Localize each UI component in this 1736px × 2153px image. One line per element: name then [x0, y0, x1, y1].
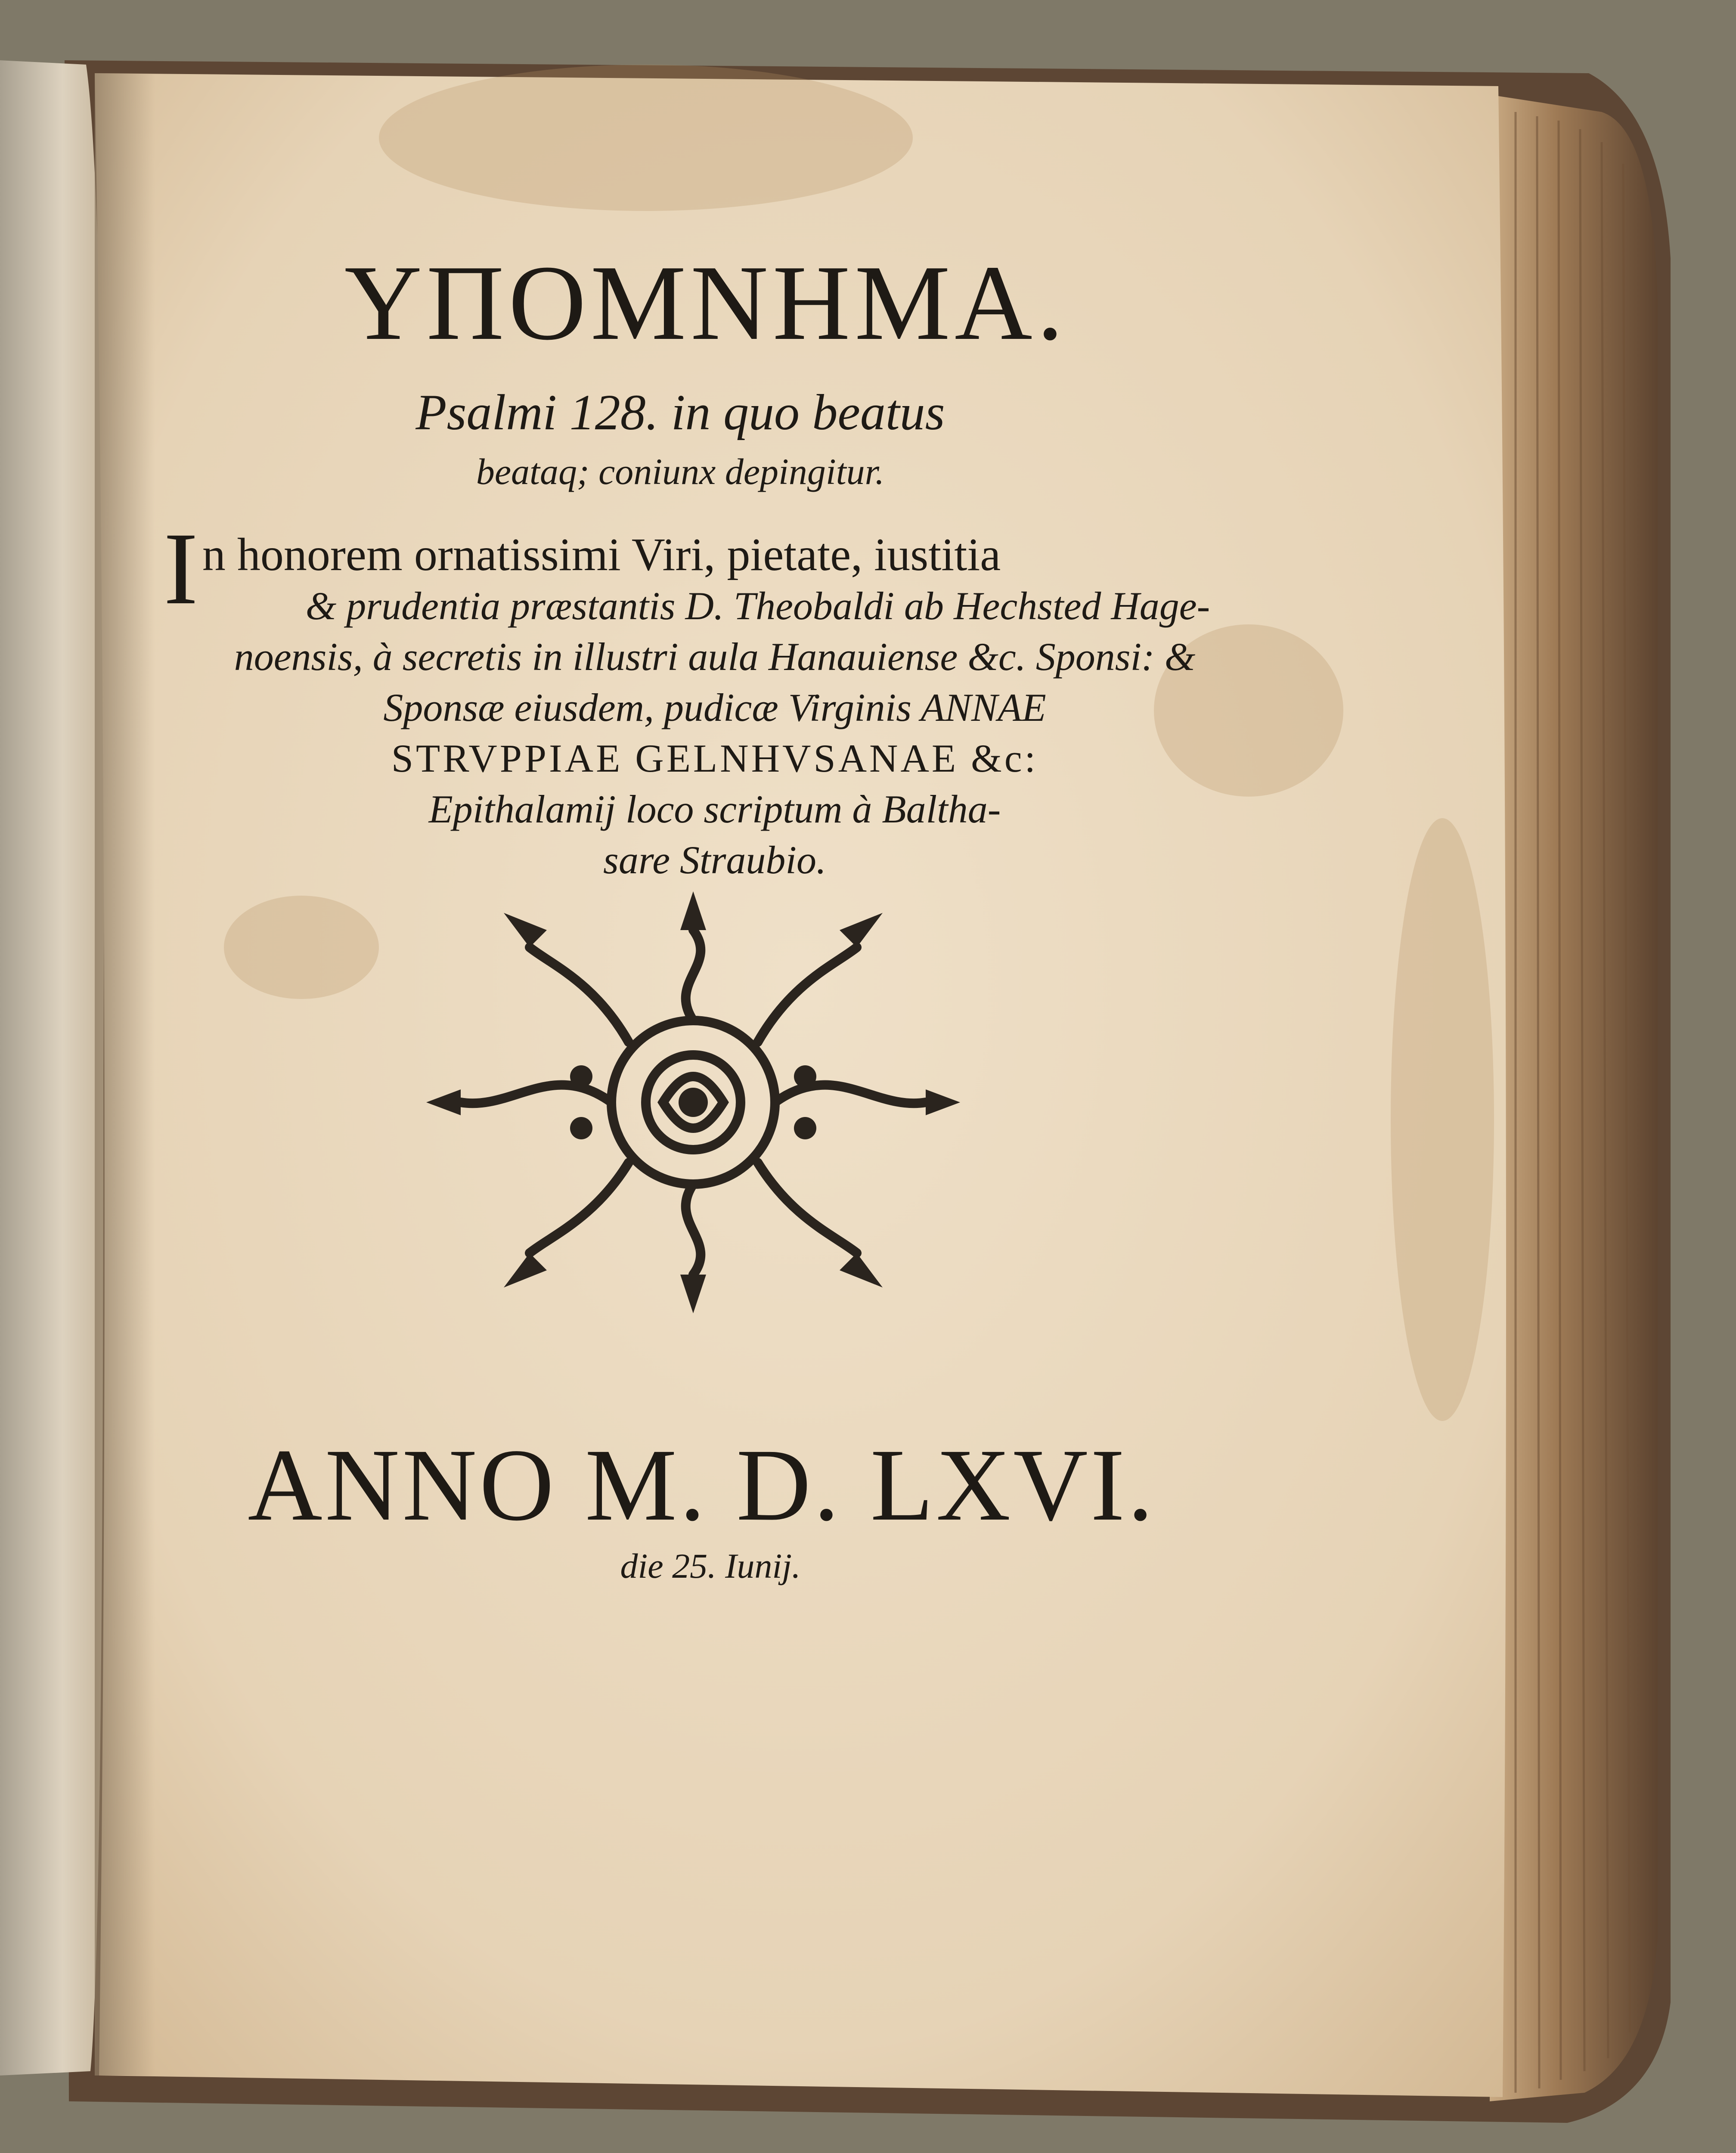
subtitle-line-2: beataq; coniunx depingitur. [476, 451, 885, 492]
dedication-line-4: Sponsæ eiusdem, pudicæ Virginis ANNAE [383, 686, 1046, 729]
dedication-line-5: STRVPPIAE GELNHVSANAE &c: [391, 736, 1038, 780]
dedication-line-1: In honorem ornatissimi Viri, pietate, iustitia [164, 511, 1001, 626]
subtitle-line-1: Psalmi 128. in quo beatus [415, 384, 945, 441]
drop-initial: I [164, 511, 198, 626]
dedication-line-7: sare Straubio. [603, 838, 826, 882]
gutter-shadow [95, 73, 155, 2075]
date-line: die 25. Iunij. [620, 1546, 801, 1585]
left-page-edge [0, 60, 104, 2075]
year-line: ANNO M. D. LXVI. [248, 1427, 1156, 1542]
dedication-paragraph [164, 511, 1266, 885]
dedication-line-3: noensis, à secretis in illustri aula Hanauiense &c. Sponsi: & [234, 635, 1196, 679]
dedication-line-2: & prudentia præstantis D. Theobaldi ab Hechsted Hage- [305, 584, 1210, 628]
dedication-line-6: Epithalamij loco scriptum à Baltha- [428, 787, 1001, 831]
page-title: ΥΠΟΜΝΗΜΑ. [344, 243, 1068, 363]
